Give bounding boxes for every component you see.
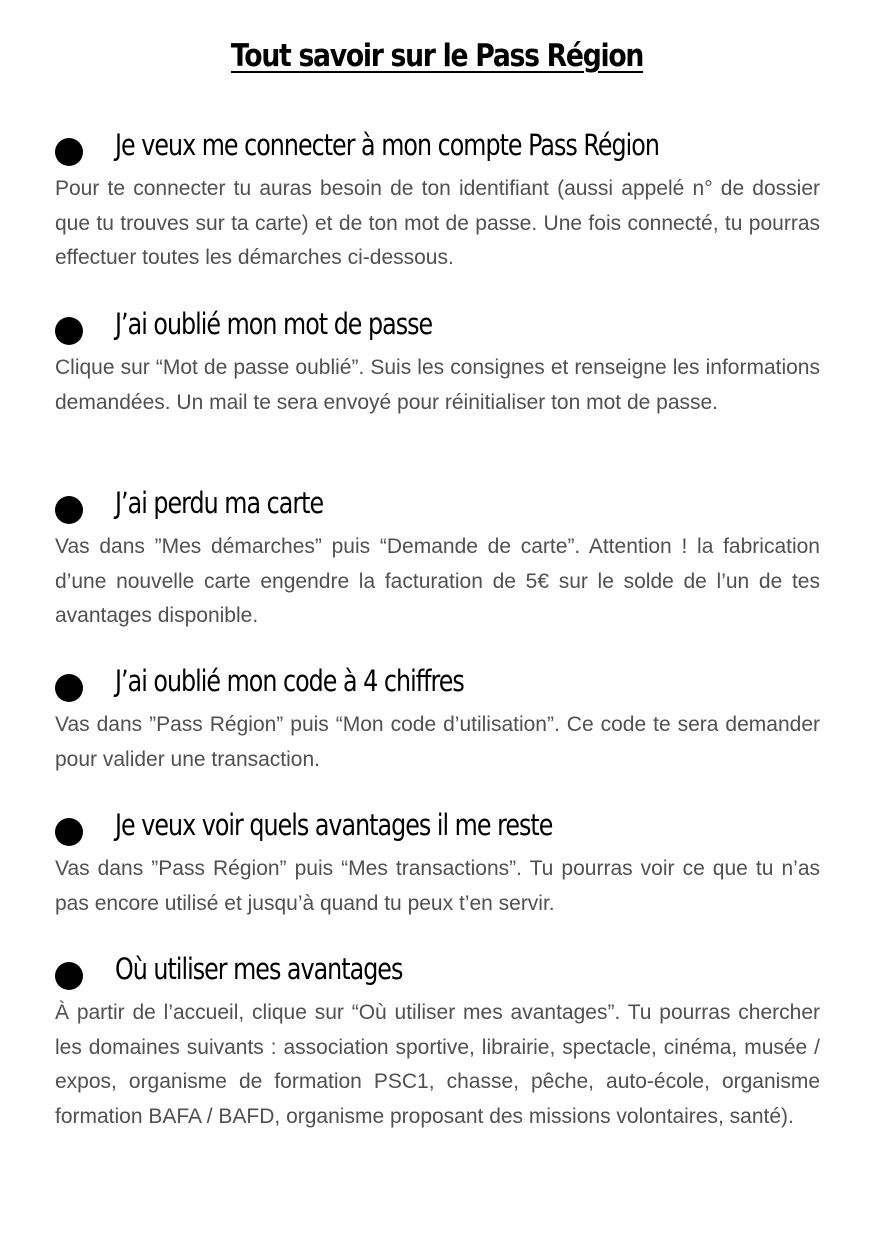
section-forgot-password <box>55 307 820 420</box>
section-body: Clique sur “Mot de passe oublié”. Suis les consignes et renseigne les informations demandées. Un mail te sera envoyé pour réinitialiser ton mot de passe. <box>55 356 820 414</box>
section-body: À partir de l’accueil, clique sur “Où utiliser mes avantages”. Tu pourras chercher les domaines suivants : association sportive, librairie, spectacle, cinéma, musée / expos, organisme de formation PSC1, chasse, pêche, auto-école, organisme formation BAFA / BAFD, organisme proposant des missions volontaires, santé). <box>55 1001 820 1128</box>
section-where-to-use <box>55 952 820 1134</box>
section-heading-text: J’ai oublié mon mot de passe <box>115 307 433 341</box>
bullet-icon <box>55 138 83 166</box>
bullet-icon <box>55 317 83 345</box>
section-forgot-code <box>55 664 820 777</box>
section-body: Vas dans ”Pass Région” puis “Mon code d’utilisation”. Ce code te sera demander pour valider une transaction. <box>55 713 820 771</box>
bullet-icon <box>55 496 83 524</box>
page-title: Tout savoir sur le Pass Région <box>230 38 644 74</box>
section-body: Vas dans ”Pass Région” puis “Mes transactions”. Tu pourras voir ce que tu n’as pas encore utilisé et jusqu’à quand tu peux t’en servir. <box>55 857 820 915</box>
section-heading <box>55 664 820 704</box>
section-heading <box>55 307 820 347</box>
section-heading <box>55 486 820 526</box>
section-heading <box>55 808 820 848</box>
section-body: Pour te connecter tu auras besoin de ton identifiant (aussi appelé n° de dossier que tu trouves sur ta carte) et de ton mot de passe. Une fois connecté, tu pourras effectuer toutes les démarches ci-dessous. <box>55 177 820 269</box>
section-body: Vas dans ”Mes démarches” puis “Demande de carte”. Attention ! la fabrication d’une nouvelle carte engendre la facturation de 5€ sur le solde de l’un de tes avantages disponible. <box>55 535 820 627</box>
section-heading-text: J’ai perdu ma carte <box>115 486 324 520</box>
bullet-icon <box>55 818 83 846</box>
section-remaining-benefits <box>55 808 820 921</box>
bullet-icon <box>55 674 83 702</box>
section-heading-text: Je veux me connecter à mon compte Pass Région <box>115 128 659 162</box>
section-heading-text: J’ai oublié mon code à 4 chiffres <box>115 664 464 698</box>
section-lost-card <box>55 486 820 634</box>
section-heading <box>55 128 820 168</box>
bullet-icon <box>55 962 83 990</box>
section-login <box>55 128 820 276</box>
section-heading-text: Où utiliser mes avantages <box>115 952 403 986</box>
section-heading-text: Je veux voir quels avantages il me reste <box>115 808 553 842</box>
section-heading <box>55 952 820 992</box>
